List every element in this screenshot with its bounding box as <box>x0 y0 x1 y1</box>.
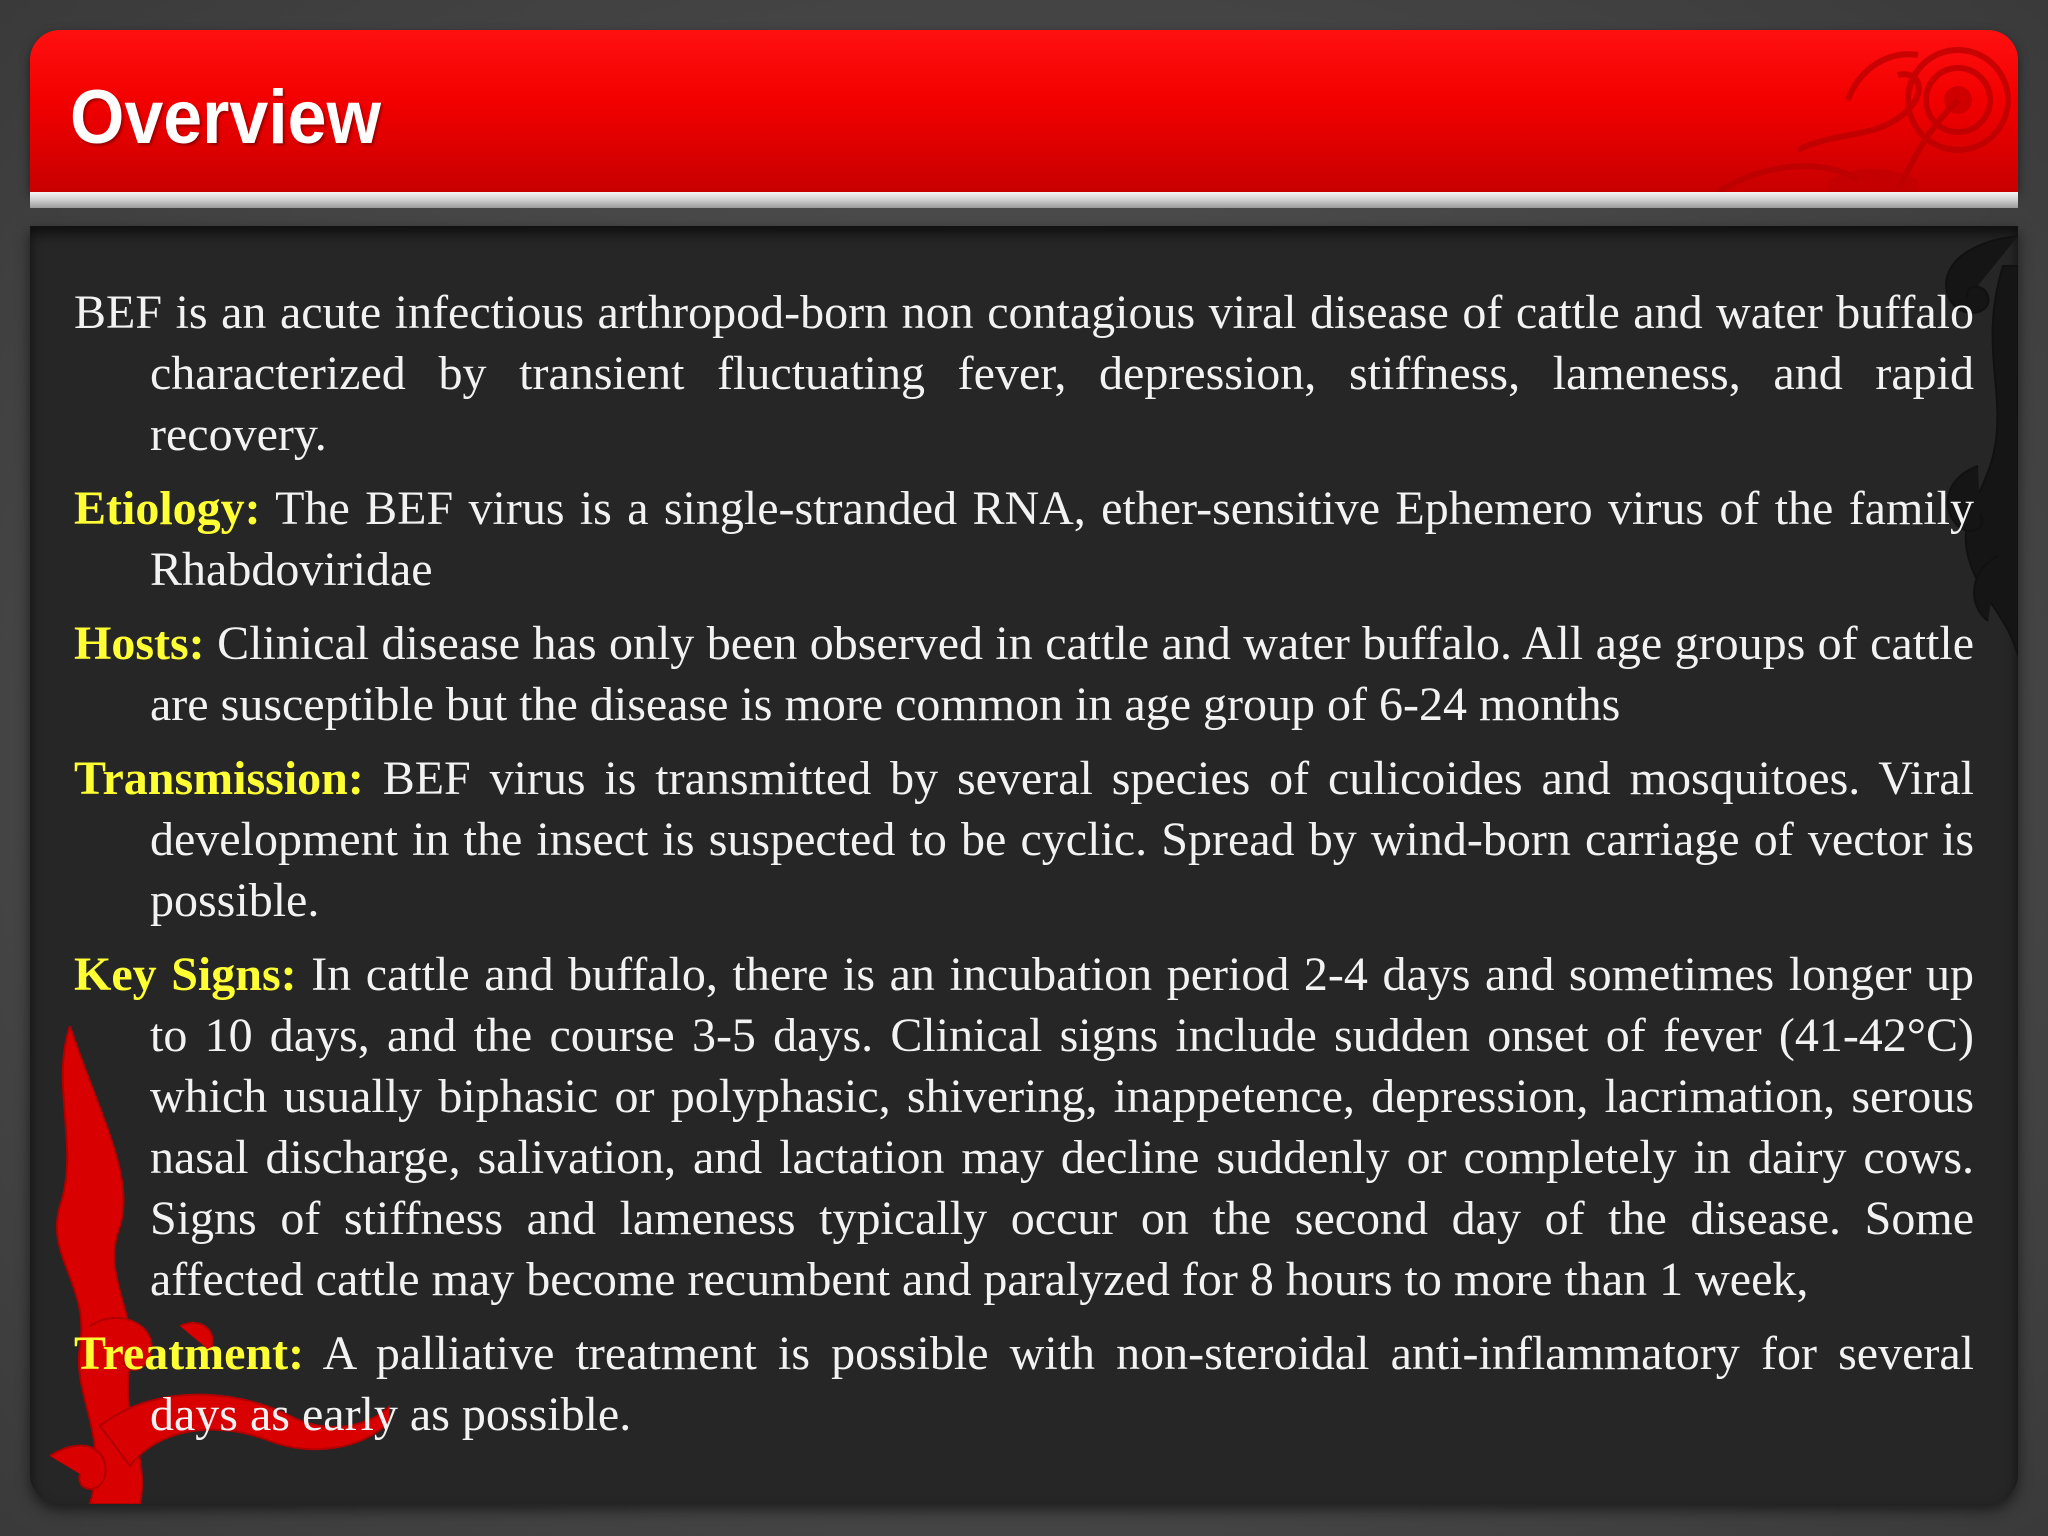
hosts-text: Clinical disease has only been observed in cattle and water buffalo. All age groups of cattle are susceptible but the disease is more common in age group of 6-24 months <box>150 617 1975 731</box>
treatment-text: A palliative treatment is possible with non-steroidal anti-inflammatory for several days as early as possible. <box>150 1327 1974 1441</box>
transmission-label: Transmission: <box>74 752 364 805</box>
hosts-label: Hosts: <box>74 617 205 670</box>
paragraph-intro <box>74 282 1974 465</box>
paragraph-etiology <box>74 478 1974 600</box>
overview-text <box>74 282 1974 1458</box>
treatment-label: Treatment: <box>74 1327 305 1380</box>
paragraph-key-signs <box>74 944 1974 1310</box>
content-panel <box>30 226 2018 1504</box>
etiology-text: The BEF virus is a single-stranded RNA, ether-sensitive Ephemero virus of the family Rhabdoviridae <box>150 482 1974 596</box>
key-signs-text: In cattle and buffalo, there is an incubation period 2-4 days and sometimes longer up to 10 days, and the course 3-5 days. Clinical signs include sudden onset of fever (41-42°C) which usually biphasic or polyphasic, shivering, inappetence, depression, lacrimation, serous nasal discharge, salivation, and lactation may decline suddenly or completely in dairy cows. Signs of stiffness and lameness typically occur on the second day of the disease. Some affected cattle may become recumbent and paralyzed for 8 hours to more than 1 week, <box>150 948 1975 1306</box>
etiology-label: Etiology: <box>74 482 261 535</box>
slide-header <box>30 30 2018 192</box>
paragraph-treatment <box>74 1323 1974 1445</box>
paragraph-transmission <box>74 748 1974 931</box>
transmission-text: BEF virus is transmitted by several species of culicoides and mosquitoes. Viral development in the insect is suspected to be cyclic. Spread by wind-born carriage of vector is possible. <box>150 752 1975 927</box>
header-divider <box>30 192 2018 208</box>
paragraph-hosts <box>74 613 1974 735</box>
swirl-ornament-icon <box>1598 30 2018 192</box>
key-signs-label: Key Signs: <box>74 948 297 1001</box>
paragraph-text: BEF is an acute infectious arthropod-born non contagious viral disease of cattle and water buffalo characterized by transient fluctuating fever, depression, stiffness, lameness, and rapid recovery. <box>74 286 1974 461</box>
page-title: Overview <box>70 75 381 160</box>
